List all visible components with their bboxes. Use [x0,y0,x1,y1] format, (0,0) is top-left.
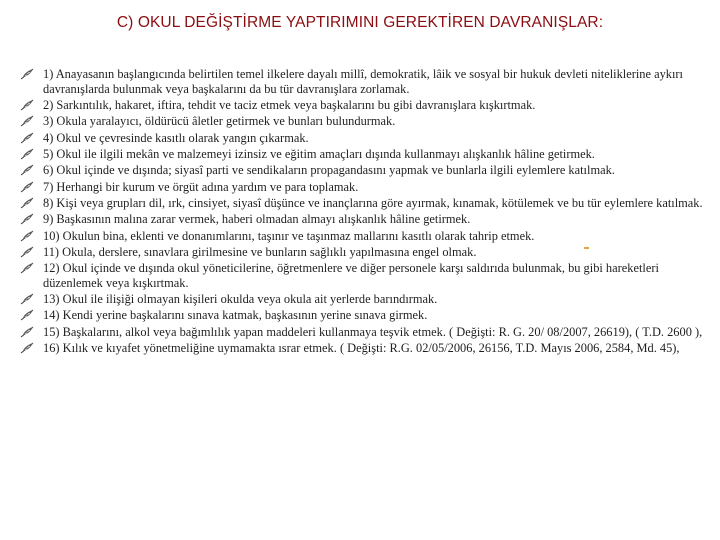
decorative-mark [584,247,589,249]
quill-feather-icon [20,164,34,176]
quill-feather-icon [20,342,34,354]
quill-feather-icon [20,181,34,193]
list-item-text: 2) Sarkıntılık, hakaret, iftira, tehdit ve taciz etmek veya başkalarını bu gibi davranışlara kışkırtmak. [43,97,536,112]
list-item [20,163,710,178]
quill-feather-icon [20,132,34,144]
list-item [20,212,710,227]
list-item [20,245,710,260]
list-item [20,292,710,307]
quill-feather-icon [20,293,34,305]
list-item-text: 12) Okul içinde ve dışında okul yöneticilerine, öğretmenlere ve diğer personele karşı saldırıda bulunmak, bu gibi hareketleri düzenlemek veya kışkırtmak. [43,261,659,290]
quill-feather-icon [20,148,34,160]
list-item [20,308,710,323]
list-item-text: 8) Kişi veya grupları dil, ırk, cinsiyet, siyasî düşünce ve inançlarına göre ayırmak, kınamak, kötülemek ve bu tür eylemlere katılmak. [43,195,703,210]
quill-feather-icon [20,326,34,338]
list-item-text: 11) Okula, derslere, sınavlara girilmesine ve bunların sağlıklı yapılmasına engel olmak. [43,244,477,259]
quill-feather-icon [20,262,34,274]
list-item [20,229,710,244]
list-item [20,341,710,356]
slide-title: C) OKUL DEĞİŞTİRME YAPTIRIMINI GEREKTİREN DAVRANIŞLAR: [116,14,604,31]
quill-feather-icon [20,197,34,209]
quill-feather-icon [20,309,34,321]
quill-feather-icon [20,230,34,242]
list-item-text: 7) Herhangi bir kurum ve örgüt adına yardım ve para toplamak. [43,179,359,194]
list-item-text: 13) Okul ile ilişiği olmayan kişileri okulda veya okula ait yerlerde barındırmak. [43,292,438,307]
rule-list [20,67,710,358]
list-item [20,196,710,211]
list-item-text: 10) Okulun bina, eklenti ve donanımlarını, taşınır ve taşınmaz mallarını kasıtlı olarak tahrip etmek. [43,228,535,243]
list-item [20,131,710,146]
list-item-text: 5) Okul ile ilgili mekân ve malzemeyi izinsiz ve eğitim amaçları dışında kullanmayı alışkanlık hâline getirmek. [43,146,595,161]
list-item-text: 1) Anayasanın başlangıcında belirtilen temel ilkelere dayalı millî, demokratik, lâik ve sosyal bir hukuk devleti niteliklerine aykırı davranışlarda bulunmak veya başkalarını da bu tür davranışlara zorlamak. [43,67,683,96]
list-item-text: 16) Kılık ve kıyafet yönetmeliğine uymamakta ısrar etmek. ( Değişti: R.G. 02/05/2006, 26156, T.D. Mayıs 2006, 2584, Md. 45), [43,341,680,356]
list-item-text: 15) Başkalarını, alkol veya bağımlılık yapan maddeleri kullanmaya teşvik etmek. ( Değişti: R. G. 20/ 08/2007, 26619), ( T.D. 2600 ), [43,324,703,339]
list-item [20,67,710,96]
list-item [20,147,710,162]
list-item [20,98,710,113]
list-item [20,180,710,195]
list-item [20,114,710,129]
list-item-text: 14) Kendi yerine başkalarını sınava katmak, başkasının yerine sınava girmek. [43,308,428,323]
list-item [20,325,710,340]
quill-feather-icon [20,68,34,80]
quill-feather-icon [20,213,34,225]
list-item-text: 6) Okul içinde ve dışında; siyasî parti ve sendikaların propagandasını yapmak ve bunlarla ilgili eylemlere katılmak. [43,163,615,178]
list-item [20,261,710,290]
quill-feather-icon [20,246,34,258]
list-item-text: 4) Okul ve çevresinde kasıtlı olarak yangın çıkarmak. [43,130,309,145]
list-item-text: 9) Başkasının malına zarar vermek, haberi olmadan almayı alışkanlık hâline getirmek. [43,212,471,227]
quill-feather-icon [20,115,34,127]
list-item-text: 3) Okula yaralayıcı, öldürücü âletler getirmek ve bunları bulundurmak. [43,114,396,129]
quill-feather-icon [20,99,34,111]
